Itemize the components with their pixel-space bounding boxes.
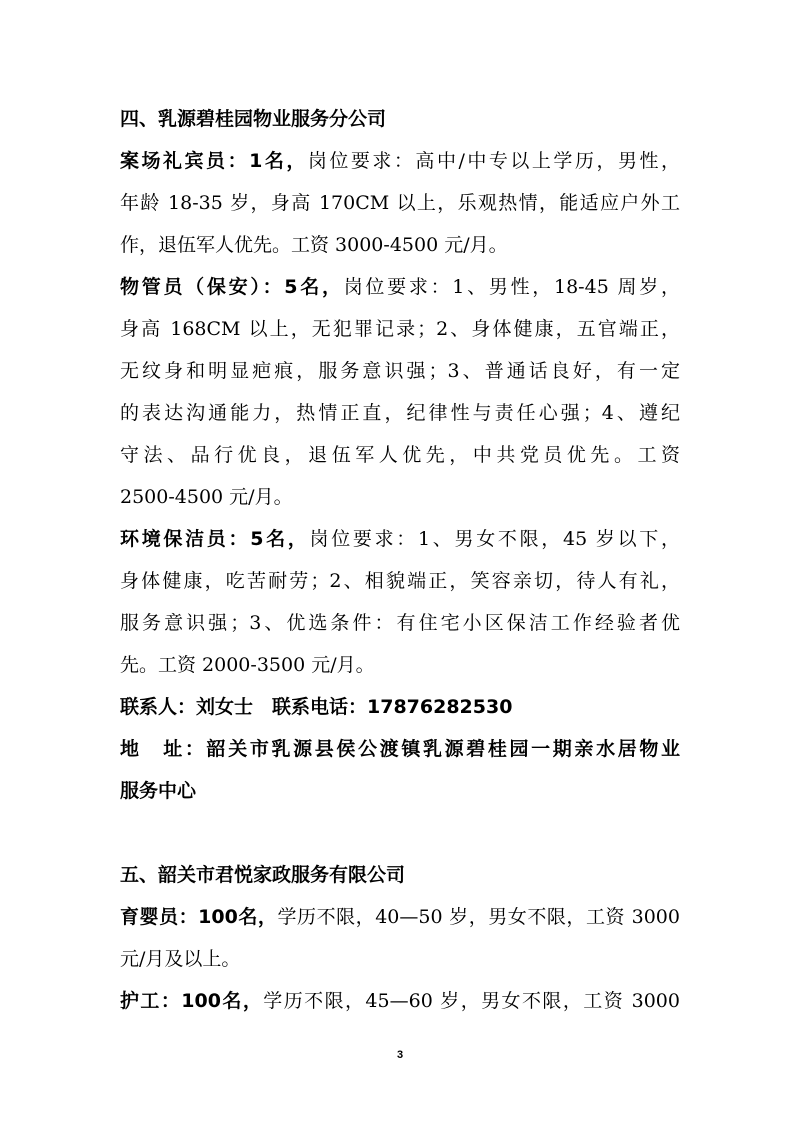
reception-line-2: 年龄 18-35 岁，身高 170CM 以上，乐观热情，能适应户外工 [120, 192, 680, 214]
address-line-1: 地 址：韶关市乳源县侯公渡镇乳源碧桂园一期亲水居物业 [120, 738, 680, 760]
address-line-2: 服务中心 [120, 780, 197, 802]
nanny-title: 育婴员：100名， [120, 906, 278, 928]
security-line-6: 2500-4500 元/月。 [120, 486, 293, 508]
contact-info: 联系人：刘女士 联系电话：17876282530 [120, 696, 513, 718]
section-5-heading: 五、韶关市君悦家政服务有限公司 [120, 864, 406, 886]
reception-line-3: 作，退伍军人优先。工资 3000-4500 元/月。 [120, 234, 508, 256]
reception-requirements: 岗位要求：高中/中专以上学历，男性， [307, 150, 680, 172]
section-4-heading: 四、乳源碧桂园物业服务分公司 [120, 108, 387, 130]
reception-line-1 [120, 148, 680, 174]
reception-title: 案场礼宾员：1名， [120, 150, 308, 172]
security-line-5: 守法、品行优良，退伍军人优先，中共党员优先。工资 [120, 444, 680, 466]
nanny-line-2: 元/月及以上。 [120, 948, 241, 970]
security-line-1 [120, 274, 680, 300]
security-line-4: 的表达沟通能力，热情正直，纪律性与责任心强；4、遵纪 [120, 402, 680, 424]
cleaner-line-1 [120, 526, 680, 552]
cleaner-requirements: 岗位要求：1、男女不限，45 岁以下， [309, 528, 680, 550]
security-line-2: 身高 168CM 以上，无犯罪记录；2、身体健康，五官端正， [120, 318, 680, 340]
cleaner-line-3: 服务意识强；3、优选条件：有住宅小区保洁工作经验者优 [120, 612, 680, 634]
security-line-3: 无纹身和明显疤痕，服务意识强；3、普通话良好，有一定 [120, 360, 680, 382]
security-title: 物管员（保安）：5名， [120, 276, 344, 298]
security-requirements: 岗位要求：1、男性，18-45 周岁， [343, 276, 680, 298]
caregiver-requirements: 学历不限，45—60 岁，男女不限，工资 3000 [263, 990, 680, 1012]
nanny-line-1 [120, 904, 680, 930]
cleaner-line-4: 先。工资 2000-3500 元/月。 [120, 654, 375, 676]
caregiver-title: 护工：100名， [120, 990, 264, 1012]
cleaner-title: 环境保洁员：5名， [120, 528, 310, 550]
nanny-requirements: 学历不限，40—50 岁，男女不限，工资 3000 [277, 906, 680, 928]
page-number: 3 [396, 1049, 404, 1061]
caregiver-line-1 [120, 988, 680, 1014]
cleaner-line-2: 身体健康，吃苦耐劳；2、相貌端正，笑容亲切，待人有礼， [120, 570, 680, 592]
